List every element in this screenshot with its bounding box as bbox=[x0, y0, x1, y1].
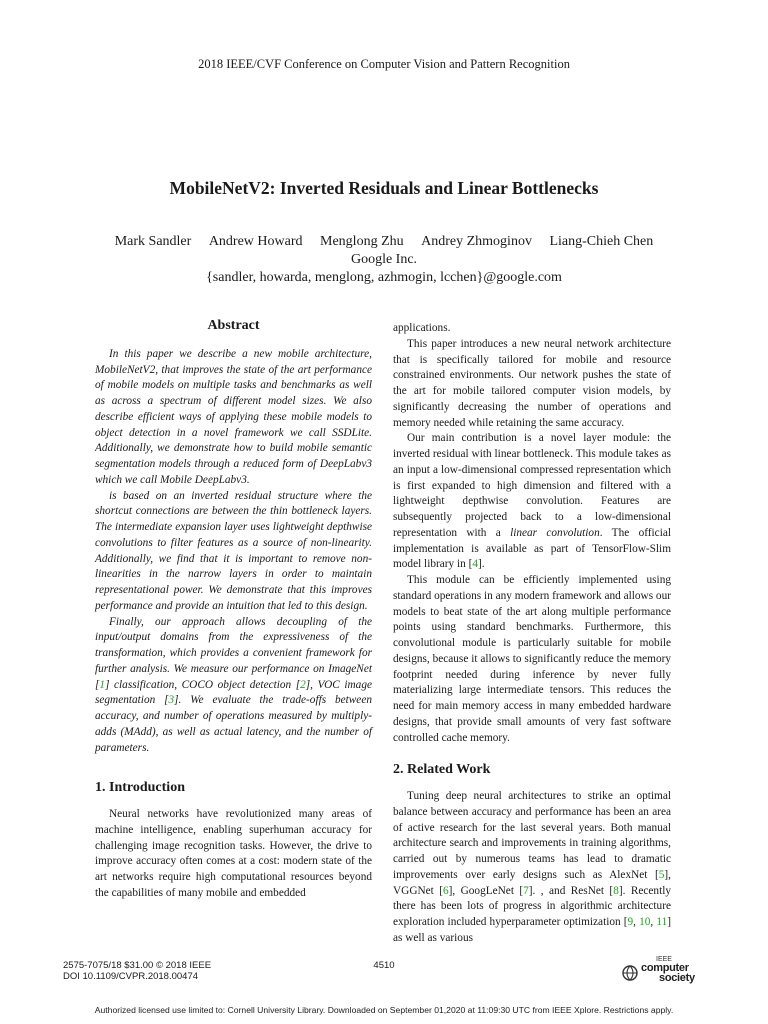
paper-title: MobileNetV2: Inverted Residuals and Linear Bottlenecks bbox=[169, 178, 599, 198]
globe-icon bbox=[622, 965, 638, 981]
related-work-heading: 2. Related Work bbox=[393, 762, 491, 778]
logo-society-text: society bbox=[659, 972, 695, 984]
citation-link[interactable]: 4 bbox=[472, 558, 479, 571]
author-3: Menglong Zhu bbox=[320, 234, 404, 249]
citation-link[interactable]: 2 bbox=[300, 678, 306, 691]
abstract-paragraph-2: is based on an inverted residual structure where the shortcut connections are between the thin bottleneck layers. The intermediate expansion layer uses lightweight depthwise convolutions to filter features as a source of non-linearity. Additionally, we find that it is important to remove non-linearities in the narrow layers in order to maintain representational power. We demonstrate that this improves performance and provide an intuition that led to this design. bbox=[95, 489, 372, 612]
affiliation: Google Inc. bbox=[350, 252, 418, 267]
computer-society-logo bbox=[622, 956, 702, 988]
introduction-heading: 1. Introduction bbox=[95, 780, 185, 796]
author-block bbox=[0, 233, 768, 287]
intro-paragraph-3: Our main contribution is a novel layer module: the inverted residual with linear bottleneck. This module takes as an input a low-dimensional compressed representation which is first expanded to high dimension and filtered with a lightweight depthwise convolution. Features are subsequently projected back to a low-dimensional representation with a linear convolution. The official implementation is available as part of TensorFlow-Slim model library in [4]. bbox=[393, 432, 671, 571]
related-paragraph-1: Tuning deep neural architectures to strike an optimal balance between accuracy and performance has been an area of active research for the last several years. Both manual architecture search and improvements in training algorithms, carried out by numerous teams has lead to dramatic improvements over early designs such as AlexNet [5], VGGNet [6], GoogLeNet [7]. , and ResNet [8]. Recently there has been lots of progress in algorithmic architecture exploration included hyperparameter optimization [9, 10, 11] as well as various bbox=[393, 790, 672, 944]
author-names bbox=[0, 233, 768, 251]
citation-link[interactable]: 11 bbox=[656, 916, 668, 928]
citation-link[interactable]: 9 bbox=[627, 916, 634, 928]
author-1: Mark Sandler bbox=[114, 234, 192, 249]
logo-ieee-text: IEEE bbox=[656, 956, 672, 963]
citation-link[interactable]: 10 bbox=[639, 916, 651, 928]
license-notice: Authorized licensed use limited to: Cornell University Library. Downloaded on September 01,2020 at 11:09:30 UTC from IEEE Xplore. Restrictions apply. bbox=[94, 1005, 674, 1015]
conference-header: 2018 IEEE/CVF Conference on Computer Vision and Pattern Recognition bbox=[198, 57, 570, 71]
citation-link[interactable]: 3 bbox=[168, 694, 175, 707]
abstract-paragraph-3: Finally, our approach allows decoupling of the input/output domains from the expressiveness of the transformation, which provides a convenient framework for further analysis. We measure our performance on ImageNet [1] classification, COCO object detection [2], VOC image segmentation [3]. We evaluate the trade-offs between accuracy, and number of operations measured by multiply-adds (MAdd), as well as actual latency, and the number of parameters. bbox=[95, 615, 372, 754]
logo-computer-text: computer bbox=[641, 962, 689, 974]
doi-line: DOI 10.1109/CVPR.2018.00474 bbox=[63, 971, 199, 982]
intro-paragraph-4: This module can be efficiently implemented using standard operations in any modern framework and allows our models to beat state of the art along multiple performance points using standard benchmarks. Furthermore, this convolutional module is particularly suitable for mobile designs, because it allows to significantly reduce the memory footprint needed during inference by never fully materializing large intermediate tensors. This reduces the need for main memory access in many embedded hardware designs, that provide small amounts of very fast software controlled cache memory. bbox=[393, 574, 671, 744]
intro-paragraph-1: Neural networks have revolutionized many areas of machine intelligence, enabling superhuman accuracy for challenging image recognition tasks. However, the drive to improve accuracy often comes at a cost: modern state of the art networks require high computational resources beyond the capabilities of many mobile and embedded bbox=[95, 808, 372, 899]
author-emails: {sandler, howarda, menglong, azhmogin, lcchen}@google.com bbox=[206, 270, 562, 285]
intro-paragraph-1-continued: applications. bbox=[393, 322, 451, 334]
citation-link[interactable]: 6 bbox=[442, 884, 449, 897]
intro-paragraph-2: This paper introduces a new neural network architecture that is specifically tailored for mobile and resource constrained environments. Our network pushes the state of the art for mobile tailored computer vision models, by significantly decreasing the number of operations and memory needed while retaining the same accuracy. bbox=[393, 337, 671, 429]
author-5: Liang-Chieh Chen bbox=[549, 234, 654, 249]
left-column bbox=[95, 318, 372, 902]
citation-link[interactable]: 7 bbox=[523, 884, 529, 897]
author-2: Andrew Howard bbox=[208, 234, 303, 249]
citation-link[interactable]: 5 bbox=[658, 868, 665, 881]
abstract-paragraph-1: In this paper we describe a new mobile architecture, MobileNetV2, that improves the state of the art performance of mobile models on multiple tasks and benchmarks as well as across a spectrum of different model sizes. We also describe efficient ways of applying these mobile models to object detection in a novel framework we call SSDLite. Additionally, we demonstrate how to build mobile semantic segmentation models through a reduced form of DeepLabv3 which we call Mobile DeepLabv3. bbox=[95, 347, 372, 486]
issn-line: 2575-7075/18 $31.00 © 2018 IEEE bbox=[63, 960, 212, 971]
citation-link[interactable]: 8 bbox=[613, 884, 619, 897]
author-4: Andrey Zhmoginov bbox=[421, 234, 532, 249]
abstract-body bbox=[95, 347, 372, 757]
page-number: 4510 bbox=[373, 960, 395, 971]
right-column bbox=[393, 321, 671, 947]
citation-link[interactable]: 1 bbox=[99, 678, 106, 691]
abstract-heading: Abstract bbox=[207, 318, 260, 333]
